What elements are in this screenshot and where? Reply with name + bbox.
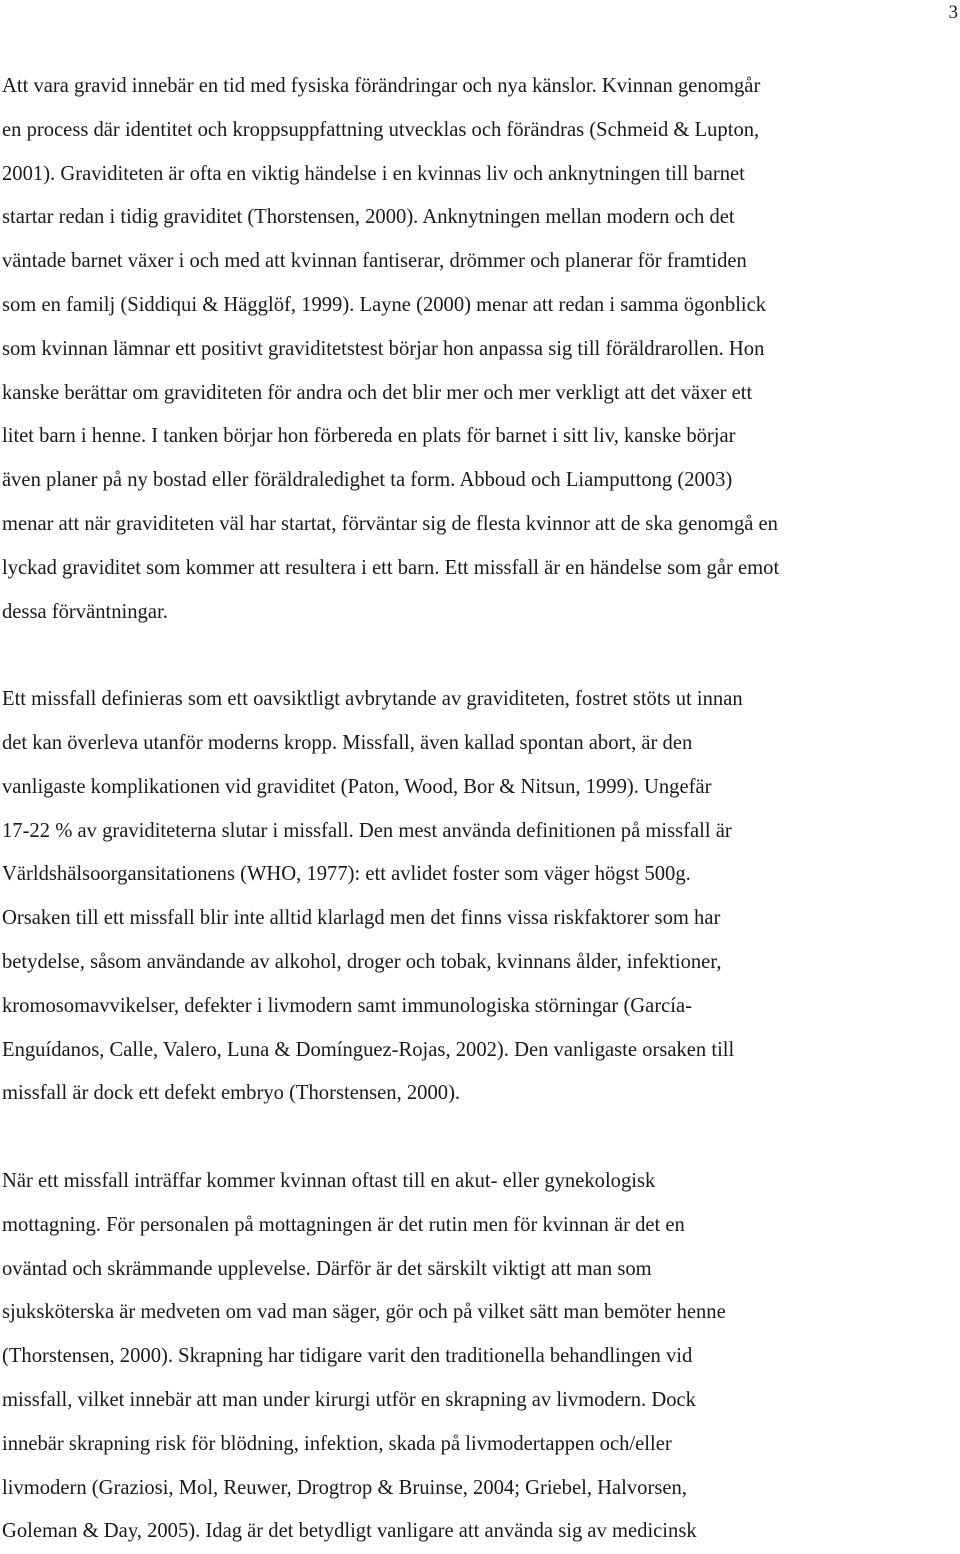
text-line: även planer på ny bostad eller föräldraledighet ta form. Abboud och Liamputtong (2003) bbox=[2, 469, 733, 492]
text-line: innebär skrapning risk för blödning, infektion, skada på livmodertappen och/eller bbox=[2, 1432, 672, 1455]
paragraph-3 bbox=[2, 1160, 958, 1554]
paragraph-2 bbox=[2, 678, 958, 1116]
text-line: (Thorstensen, 2000). Skrapning har tidigare varit den traditionella behandlingen vid bbox=[2, 1345, 693, 1368]
text-line: som kvinnan lämnar ett positivt graviditetstest börjar hon anpassa sig till föräldrarollen. Hon bbox=[2, 337, 765, 360]
text-line: Världshälsoorgansitationens (WHO, 1977): ett avlidet foster som väger högst 500g. bbox=[2, 863, 691, 886]
text-line: en process där identitet och kroppsuppfattning utvecklas och förändras (Schmeid & Lupton, bbox=[2, 118, 760, 141]
text-line: vanligaste komplikationen vid graviditet (Paton, Wood, Bor & Nitsun, 1999). Ungefär bbox=[2, 775, 712, 798]
text-line: kromosomavvikelser, defekter i livmodern samt immunologiska störningar (García- bbox=[2, 994, 693, 1017]
text-line: dessa förväntningar. bbox=[2, 600, 168, 623]
text-line: oväntad och skrämmande upplevelse. Därför är det särskilt viktigt att man som bbox=[2, 1257, 652, 1280]
text-line: litet barn i henne. I tanken börjar hon förbereda en plats för barnet i sitt liv, kanske börjar bbox=[2, 425, 736, 448]
text-line: livmodern (Graziosi, Mol, Reuwer, Drogtrop & Bruinse, 2004; Griebel, Halvorsen, bbox=[2, 1476, 687, 1499]
text-line: startar redan i tidig graviditet (Thorstensen, 2000). Anknytningen mellan modern och det bbox=[2, 206, 735, 229]
text-line: missfall, vilket innebär att man under kirurgi utför en skrapning av livmodern. Dock bbox=[2, 1388, 696, 1411]
text-line: Ett missfall definieras som ett oavsiktligt avbrytande av graviditeten, fostret stöts ut innan bbox=[2, 688, 743, 711]
text-line: mottagning. För personalen på mottagningen är det rutin men för kvinnan är det en bbox=[2, 1213, 685, 1236]
text-line: väntade barnet växer i och med att kvinnan fantiserar, drömmer och planerar för framtiden bbox=[2, 250, 747, 273]
text-line: missfall är dock ett defekt embryo (Thorstensen, 2000). bbox=[2, 1082, 461, 1105]
text-line: Enguídanos, Calle, Valero, Luna & Domínguez-Rojas, 2002). Den vanligaste orsaken till bbox=[2, 1038, 735, 1061]
text-line: lyckad graviditet som kommer att resultera i ett barn. Ett missfall är en händelse som går emot bbox=[2, 556, 780, 579]
text-line: kanske berättar om graviditeten för andra och det blir mer och mer verkligt att det växer ett bbox=[2, 381, 753, 404]
text-line: menar att när graviditeten väl har startat, förväntar sig de flesta kvinnor att de ska genomgå en bbox=[2, 512, 778, 535]
document-body bbox=[2, 65, 958, 1554]
text-line: 2001). Graviditeten är ofta en viktig händelse i en kvinnas liv och anknytningen till barnet bbox=[2, 162, 745, 185]
text-line: som en familj (Siddiqui & Hägglöf, 1999). Layne (2000) menar att redan i samma ögonblick bbox=[2, 293, 767, 316]
text-line: Att vara gravid innebär en tid med fysiska förändringar och nya känslor. Kvinnan genomgår bbox=[2, 75, 761, 97]
text-line: När ett missfall inträffar kommer kvinnan oftast till en akut- eller gynekologisk bbox=[2, 1169, 656, 1192]
text-line: det kan överleva utanför moderns kropp. Missfall, även kallad spontan abort, är den bbox=[2, 731, 693, 754]
text-line: Orsaken till ett missfall blir inte alltid klarlagd men det finns vissa riskfaktorer som har bbox=[2, 907, 721, 930]
text-line: Goleman & Day, 2005). Idag är det betydligt vanligare att använda sig av medicinsk bbox=[2, 1520, 697, 1543]
text-line: betydelse, såsom användande av alkohol, droger och tobak, kvinnans ålder, infektioner, bbox=[2, 950, 722, 973]
text-line: sjuksköterska är medveten om vad man säger, gör och på vilket sätt man bemöter henne bbox=[2, 1301, 726, 1324]
paragraph-1 bbox=[2, 65, 958, 634]
text-line: 17-22 % av graviditeterna slutar i missfall. Den mest använda definitionen på missfall är bbox=[2, 819, 732, 842]
page-number: 3 bbox=[948, 2, 958, 23]
